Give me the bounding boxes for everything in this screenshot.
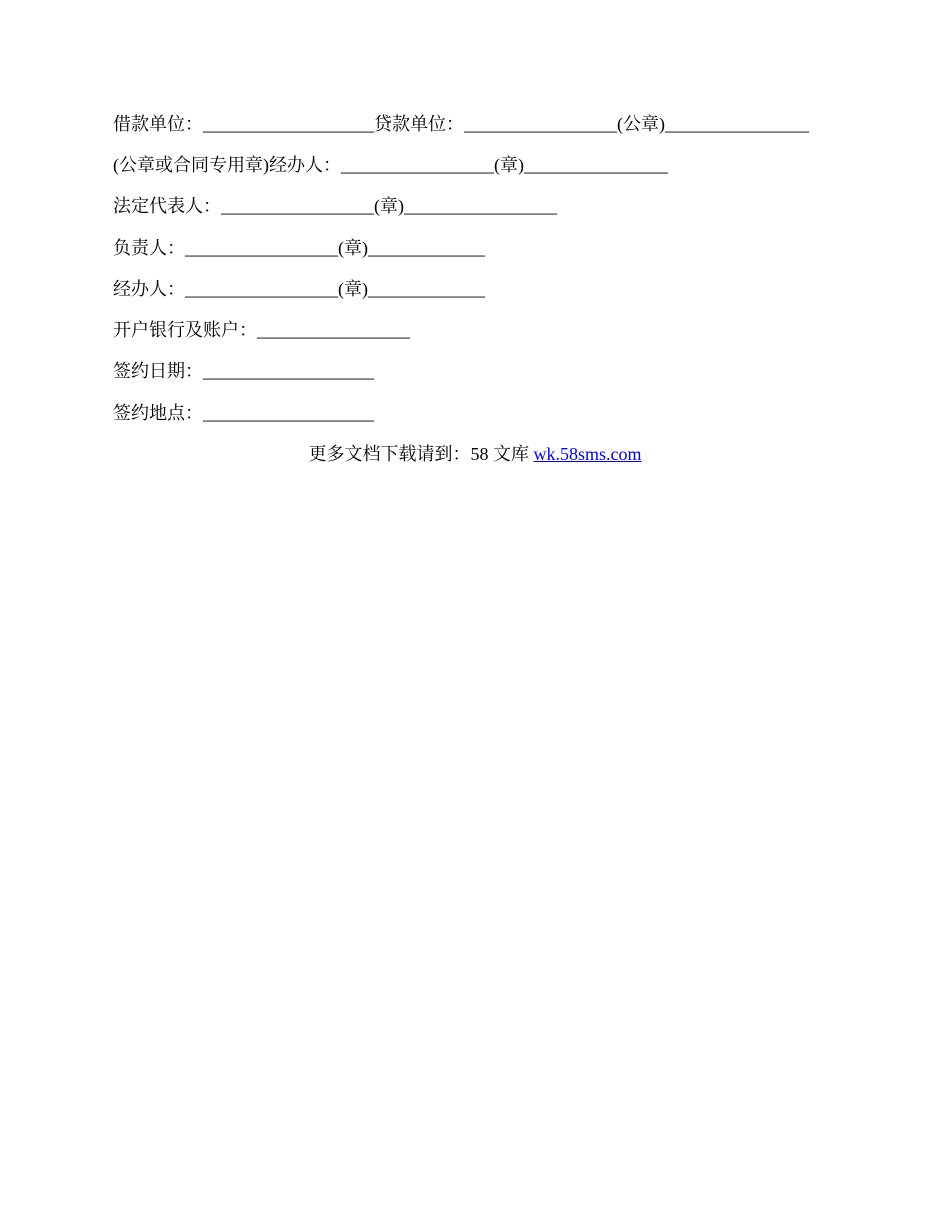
bank-account-line: 开户银行及账户：_________________	[113, 320, 410, 340]
signing-place-line: 签约地点：___________________	[113, 403, 374, 423]
footer-text: 更多文档下载请到：58 文库	[308, 444, 534, 464]
legal-representative-line: 法定代表人：_________________(章)_________________	[113, 196, 557, 216]
signing-date-line: 签约日期：___________________	[113, 361, 374, 381]
seal-handler-line: (公章或合同专用章)经办人：_________________(章)________________	[113, 155, 668, 175]
person-in-charge-line: 负责人：_________________(章)_____________	[113, 238, 485, 258]
footer-link[interactable]: wk.58sms.com	[533, 444, 642, 464]
footer	[0, 443, 950, 465]
handler-line: 经办人：_________________(章)_____________	[113, 279, 485, 299]
borrower-line: 借款单位：___________________贷款单位：_________________(公章)________________	[113, 114, 809, 134]
